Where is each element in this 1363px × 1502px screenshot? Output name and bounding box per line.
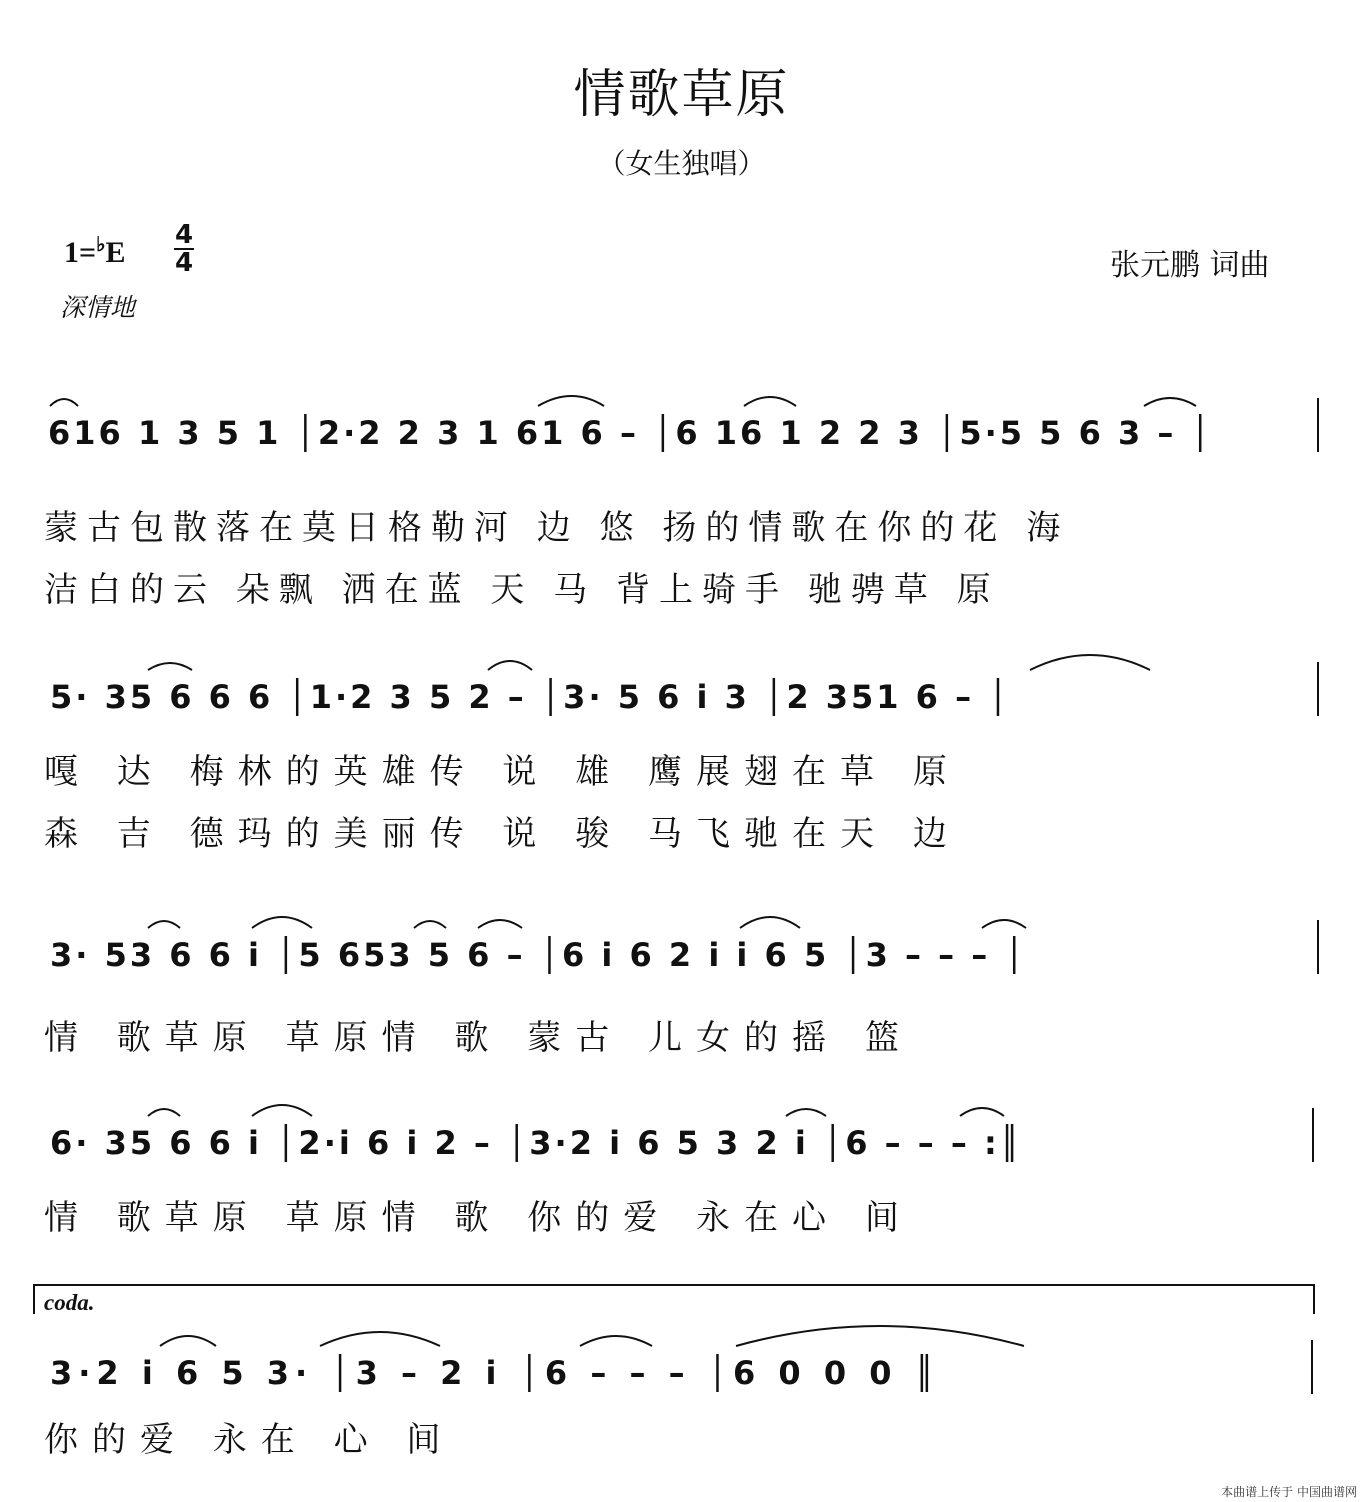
- slur-mark: [160, 1336, 216, 1346]
- slur-mark: [744, 397, 796, 406]
- notation-line-3: 3· 53 6 6 i │5 653 5 6 – │6 i 6 2 i i 6 5 │3 – – – │: [50, 936, 1027, 974]
- slur-mark: [740, 917, 800, 928]
- lyric-line-4: 情 歌草原 草原情 歌 你的爱 永在心 间: [44, 1198, 913, 1238]
- tempo-marking: 深情地: [60, 293, 136, 322]
- lyric-line-2a: 嘎 达 梅林的英雄传 说 雄 鹰展翅在草 原: [44, 752, 961, 792]
- notation-line-1: 616 1 3 5 1 │2·2 2 3 1 61 6 – │6 16 1 2 2 3 │5·5 5 6 3 – │: [48, 414, 1213, 452]
- lyric-line-1b: 洁白的云 朵飘 洒在蓝 天 马 背上骑手 驰骋草 原: [44, 570, 1000, 610]
- slur-mark: [1030, 655, 1150, 670]
- slur-mark: [538, 396, 604, 406]
- slur-mark: [148, 1109, 180, 1116]
- slur-mark: [982, 920, 1026, 928]
- song-title: 情歌草原: [573, 65, 790, 125]
- slur-mark: [148, 921, 180, 928]
- slur-mark: [786, 1109, 826, 1116]
- key-prefix: 1=: [64, 236, 97, 269]
- slur-mark: [580, 1336, 652, 1346]
- footer-credit: 本曲谱上传于 中国曲谱网: [1221, 1485, 1357, 1499]
- slur-mark: [1144, 398, 1196, 406]
- notation-line-2: 5· 35 6 6 6 │1·2 3 5 2 – │3· 5 6 i 3 │2 351 6 – │: [50, 678, 1011, 716]
- time-signature-bottom: 4: [174, 248, 194, 278]
- slur-mark: [50, 399, 78, 406]
- slur-mark: [252, 917, 312, 928]
- slur-mark: [736, 1326, 1024, 1346]
- performance-note: （女生独唱）: [597, 147, 766, 180]
- coda-label: coda.: [44, 1290, 95, 1315]
- slur-mark: [320, 1332, 440, 1346]
- lyric-line-2b: 森 吉 德玛的美丽传 说 骏 马飞驰在天 边: [44, 814, 961, 854]
- time-signature-top: 4: [174, 220, 194, 250]
- lyric-line-coda: 你的爱 永在 心 间: [44, 1420, 455, 1460]
- slur-mark: [148, 663, 192, 670]
- flat-sign: ♭: [96, 234, 106, 256]
- slur-mark: [488, 661, 532, 670]
- slur-mark: [414, 921, 446, 928]
- slur-mark: [478, 920, 522, 928]
- notation-line-4: 6· 35 6 6 i │2·i 6 i 2 – │3·2 i 6 5 3 2 i │6 – – – :║: [50, 1124, 1023, 1162]
- notation-line-coda: 3·2 i 6 5 3· │3 – 2 i │6 – – – │6 0 0 0 ║: [50, 1354, 940, 1392]
- composer-credit: 张元鹏 词曲: [1110, 248, 1270, 283]
- key-note: E: [105, 236, 126, 269]
- lyric-line-3: 情 歌草原 草原情 歌 蒙古 儿女的摇 篮: [44, 1018, 913, 1058]
- lyric-line-1a: 蒙古包散落在莫日格勒河 边 悠 扬的情歌在你的花 海: [44, 508, 1070, 548]
- slur-mark: [252, 1105, 312, 1116]
- slur-mark: [960, 1108, 1004, 1116]
